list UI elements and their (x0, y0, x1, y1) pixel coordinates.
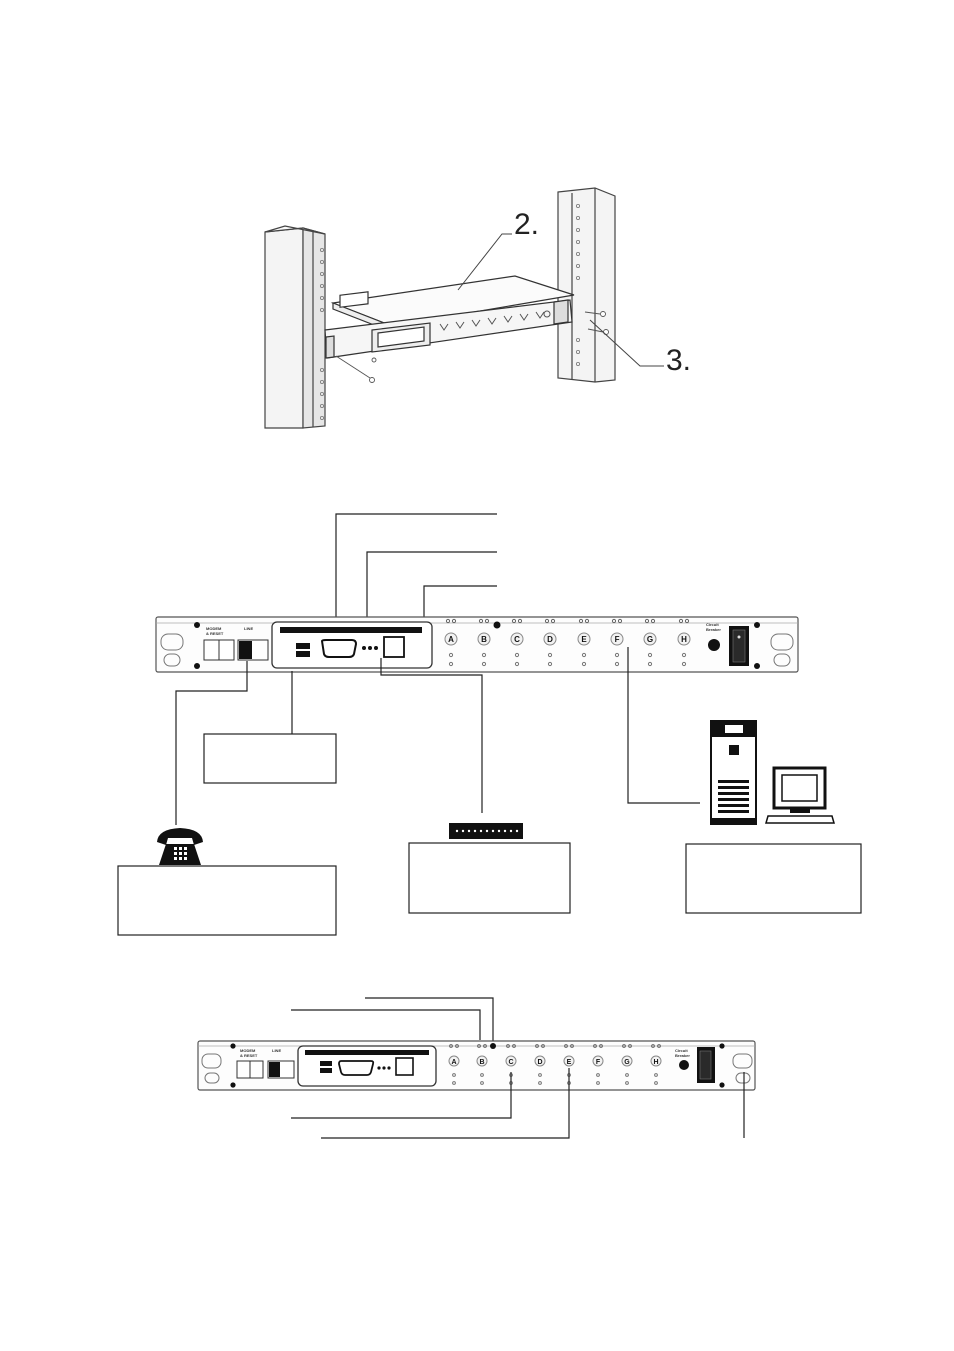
reset-label: & RESET (206, 631, 224, 636)
breaker-label-1-small: Circuit (675, 1048, 688, 1053)
pdu-chassis-perspective (325, 276, 574, 358)
outlet-c-label: C (514, 635, 520, 644)
outlet-d-label: D (547, 635, 553, 644)
hub-label-box (409, 843, 570, 913)
indicator-leaders-top (291, 998, 493, 1046)
line-jack-occupied (239, 641, 252, 659)
status-leds (362, 646, 378, 650)
telephone-icon (157, 828, 203, 865)
pdu-front-panel (156, 617, 798, 672)
usb-label-box (204, 734, 336, 783)
outlet-b-label-small: B (479, 1059, 485, 1066)
circuit-breaker-button (708, 639, 720, 651)
pdu-front-panel-small (198, 1041, 755, 1090)
left-rack-post (265, 226, 325, 428)
outlet-c-label-small: C (508, 1059, 514, 1066)
ethernet-port (384, 637, 404, 657)
front-panel-connections-figure (118, 514, 861, 935)
callout-3: 3. (666, 344, 692, 377)
outlet-d-label-small: D (537, 1059, 543, 1066)
outlet-b-label: B (481, 635, 487, 644)
outlet-g-label: G (646, 635, 654, 644)
outlet-f-label: F (614, 635, 620, 644)
computer-label-box (686, 844, 861, 913)
breaker-label-2-small: Breaker (675, 1053, 690, 1058)
serial-db9-port (322, 640, 356, 657)
usb-port-1 (296, 643, 310, 649)
rack-mount-figure (265, 188, 691, 428)
outlet-a-label: A (448, 635, 454, 644)
breaker-label-1: Circuit (706, 622, 719, 627)
line-label-small: LINE (272, 1048, 282, 1053)
network-hub-icon (449, 823, 523, 839)
callout-2: 2. (514, 208, 540, 241)
outlet-e-label: E (581, 635, 587, 644)
outlet-e-label-small: E (566, 1059, 572, 1066)
usb-port-2 (296, 651, 310, 657)
modem-label-small: MODEM (240, 1048, 256, 1053)
outlet-f-label-small: F (595, 1059, 601, 1066)
right-rack-post (558, 188, 615, 382)
outlet-a-label-small: A (451, 1059, 457, 1066)
reset-label-small: & RESET (240, 1053, 258, 1058)
telephone-label-box (118, 866, 336, 935)
outlet-g-label-small: G (624, 1059, 630, 1066)
outlet-h-label: H (681, 635, 687, 644)
line-label: LINE (244, 626, 254, 631)
modem-label: MODEM (206, 626, 222, 631)
front-panel-indicators-figure (198, 998, 755, 1138)
breaker-label-2: Breaker (706, 627, 721, 632)
computer-icon (711, 721, 834, 824)
outlet-h-label-small: H (653, 1059, 659, 1066)
